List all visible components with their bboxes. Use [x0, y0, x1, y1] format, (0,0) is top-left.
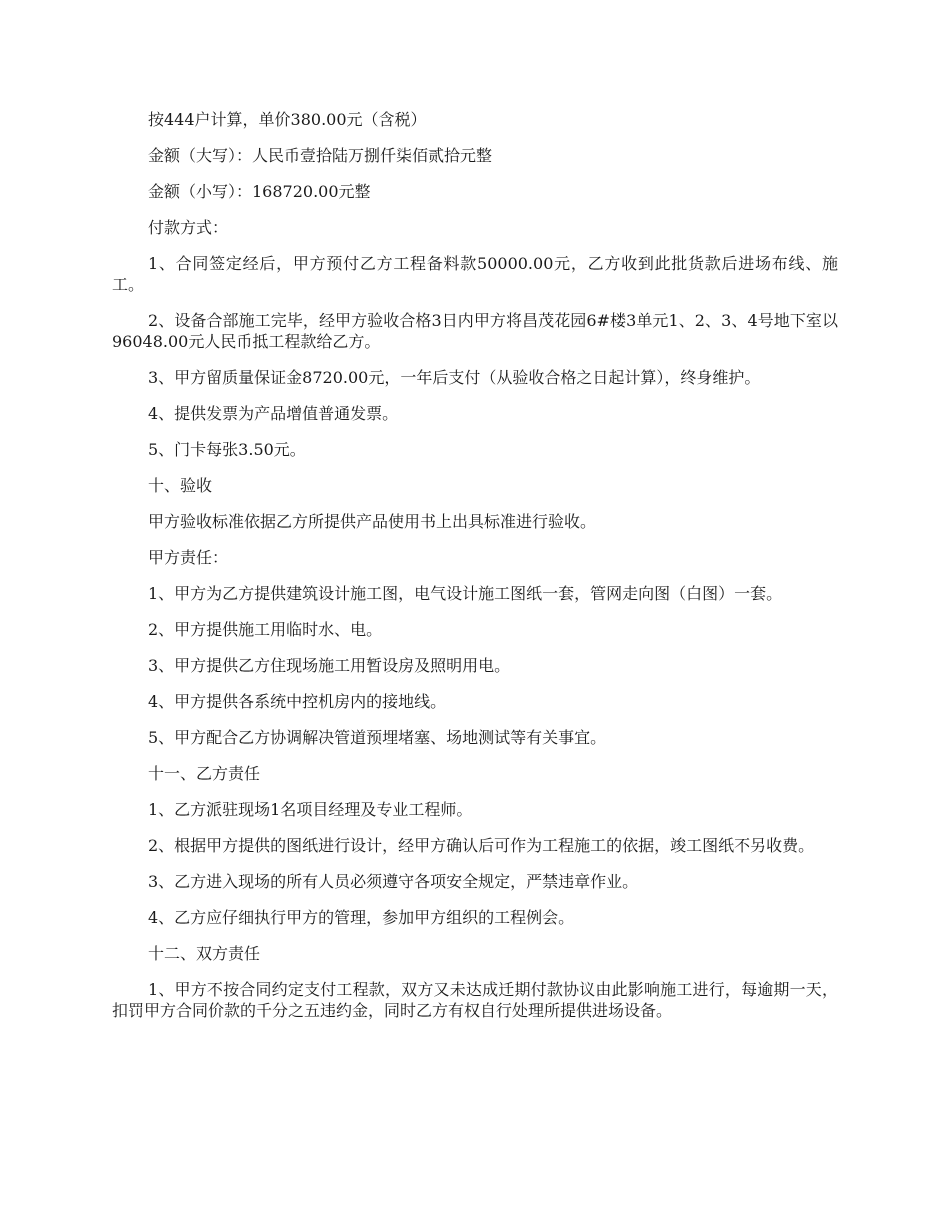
paragraph-party-a-5: 5、甲方配合乙方协调解决管道预埋堵塞、场地测试等有关事宜。	[148, 728, 607, 747]
paragraph-party-a-3: 3、甲方提供乙方住现场施工用暂设房及照明用电。	[148, 656, 511, 675]
paragraph-payment-3: 3、甲方留质量保证金8720.00元，一年后支付（从验收合格之日起计算），终身维护。	[148, 368, 761, 387]
paragraph-party-b-1: 1、乙方派驻现场1名项目经理及专业工程师。	[148, 800, 473, 819]
paragraph-payment-heading: 付款方式：	[148, 218, 229, 237]
paragraph-acceptance: 甲方验收标准依据乙方所提供产品使用书上出具标准进行验收。	[148, 512, 597, 531]
paragraph-party-b-4: 4、乙方应仔细执行甲方的管理，参加甲方组织的工程例会。	[148, 908, 575, 927]
section-heading-acceptance: 十、验收	[148, 476, 213, 495]
paragraph-party-a-heading: 甲方责任：	[148, 548, 229, 567]
paragraph-payment-1: 1、合同签定经后，甲方预付乙方工程备料款50000.00元，乙方收到此批货款后进场布线、施工。	[112, 254, 838, 294]
paragraph-both-parties-1: 1、甲方不按合同约定支付工程款，双方又未达成迁期付款协议由此影响施工进行，每逾期一天，扣罚甲方合同价款的千分之五违约金，同时乙方有权自行处理所提供进场设备。	[112, 980, 838, 1020]
paragraph-party-a-4: 4、甲方提供各系统中控机房内的接地线。	[148, 692, 447, 711]
paragraph-amount-lowercase: 金额（小写）：168720.00元整	[148, 182, 371, 201]
paragraph-party-a-1: 1、甲方为乙方提供建筑设计施工图，电气设计施工图纸一套，管网走向图（白图）一套。	[148, 584, 783, 603]
paragraph-payment-5: 5、门卡每张3.50元。	[148, 440, 306, 459]
paragraph-amount-uppercase: 金额（大写）：人民币壹拾陆万捌仟柒佰贰拾元整	[148, 146, 493, 165]
paragraph-party-b-3: 3、乙方进入现场的所有人员必须遵守各项安全规定，严禁违章作业。	[148, 872, 639, 891]
paragraph-unit-price: 按444户计算，单价380.00元（含税）	[148, 110, 427, 129]
section-heading-party-b: 十一、乙方责任	[148, 764, 261, 783]
document-body	[112, 109, 838, 1036]
paragraph-party-b-2: 2、根据甲方提供的图纸进行设计，经甲方确认后可作为工程施工的依据，竣工图纸不另收费。	[148, 836, 815, 855]
paragraph-party-a-2: 2、甲方提供施工用临时水、电。	[148, 620, 383, 639]
paragraph-payment-4: 4、提供发票为产品增值普通发票。	[148, 404, 399, 423]
section-heading-both-parties: 十二、双方责任	[148, 944, 261, 963]
paragraph-payment-2: 2、设备合部施工完毕，经甲方验收合格3日内甲方将昌茂花园6#楼3单元1、2、3、4号地下室以96048.00元人民币抵工程款给乙方。	[112, 311, 838, 351]
